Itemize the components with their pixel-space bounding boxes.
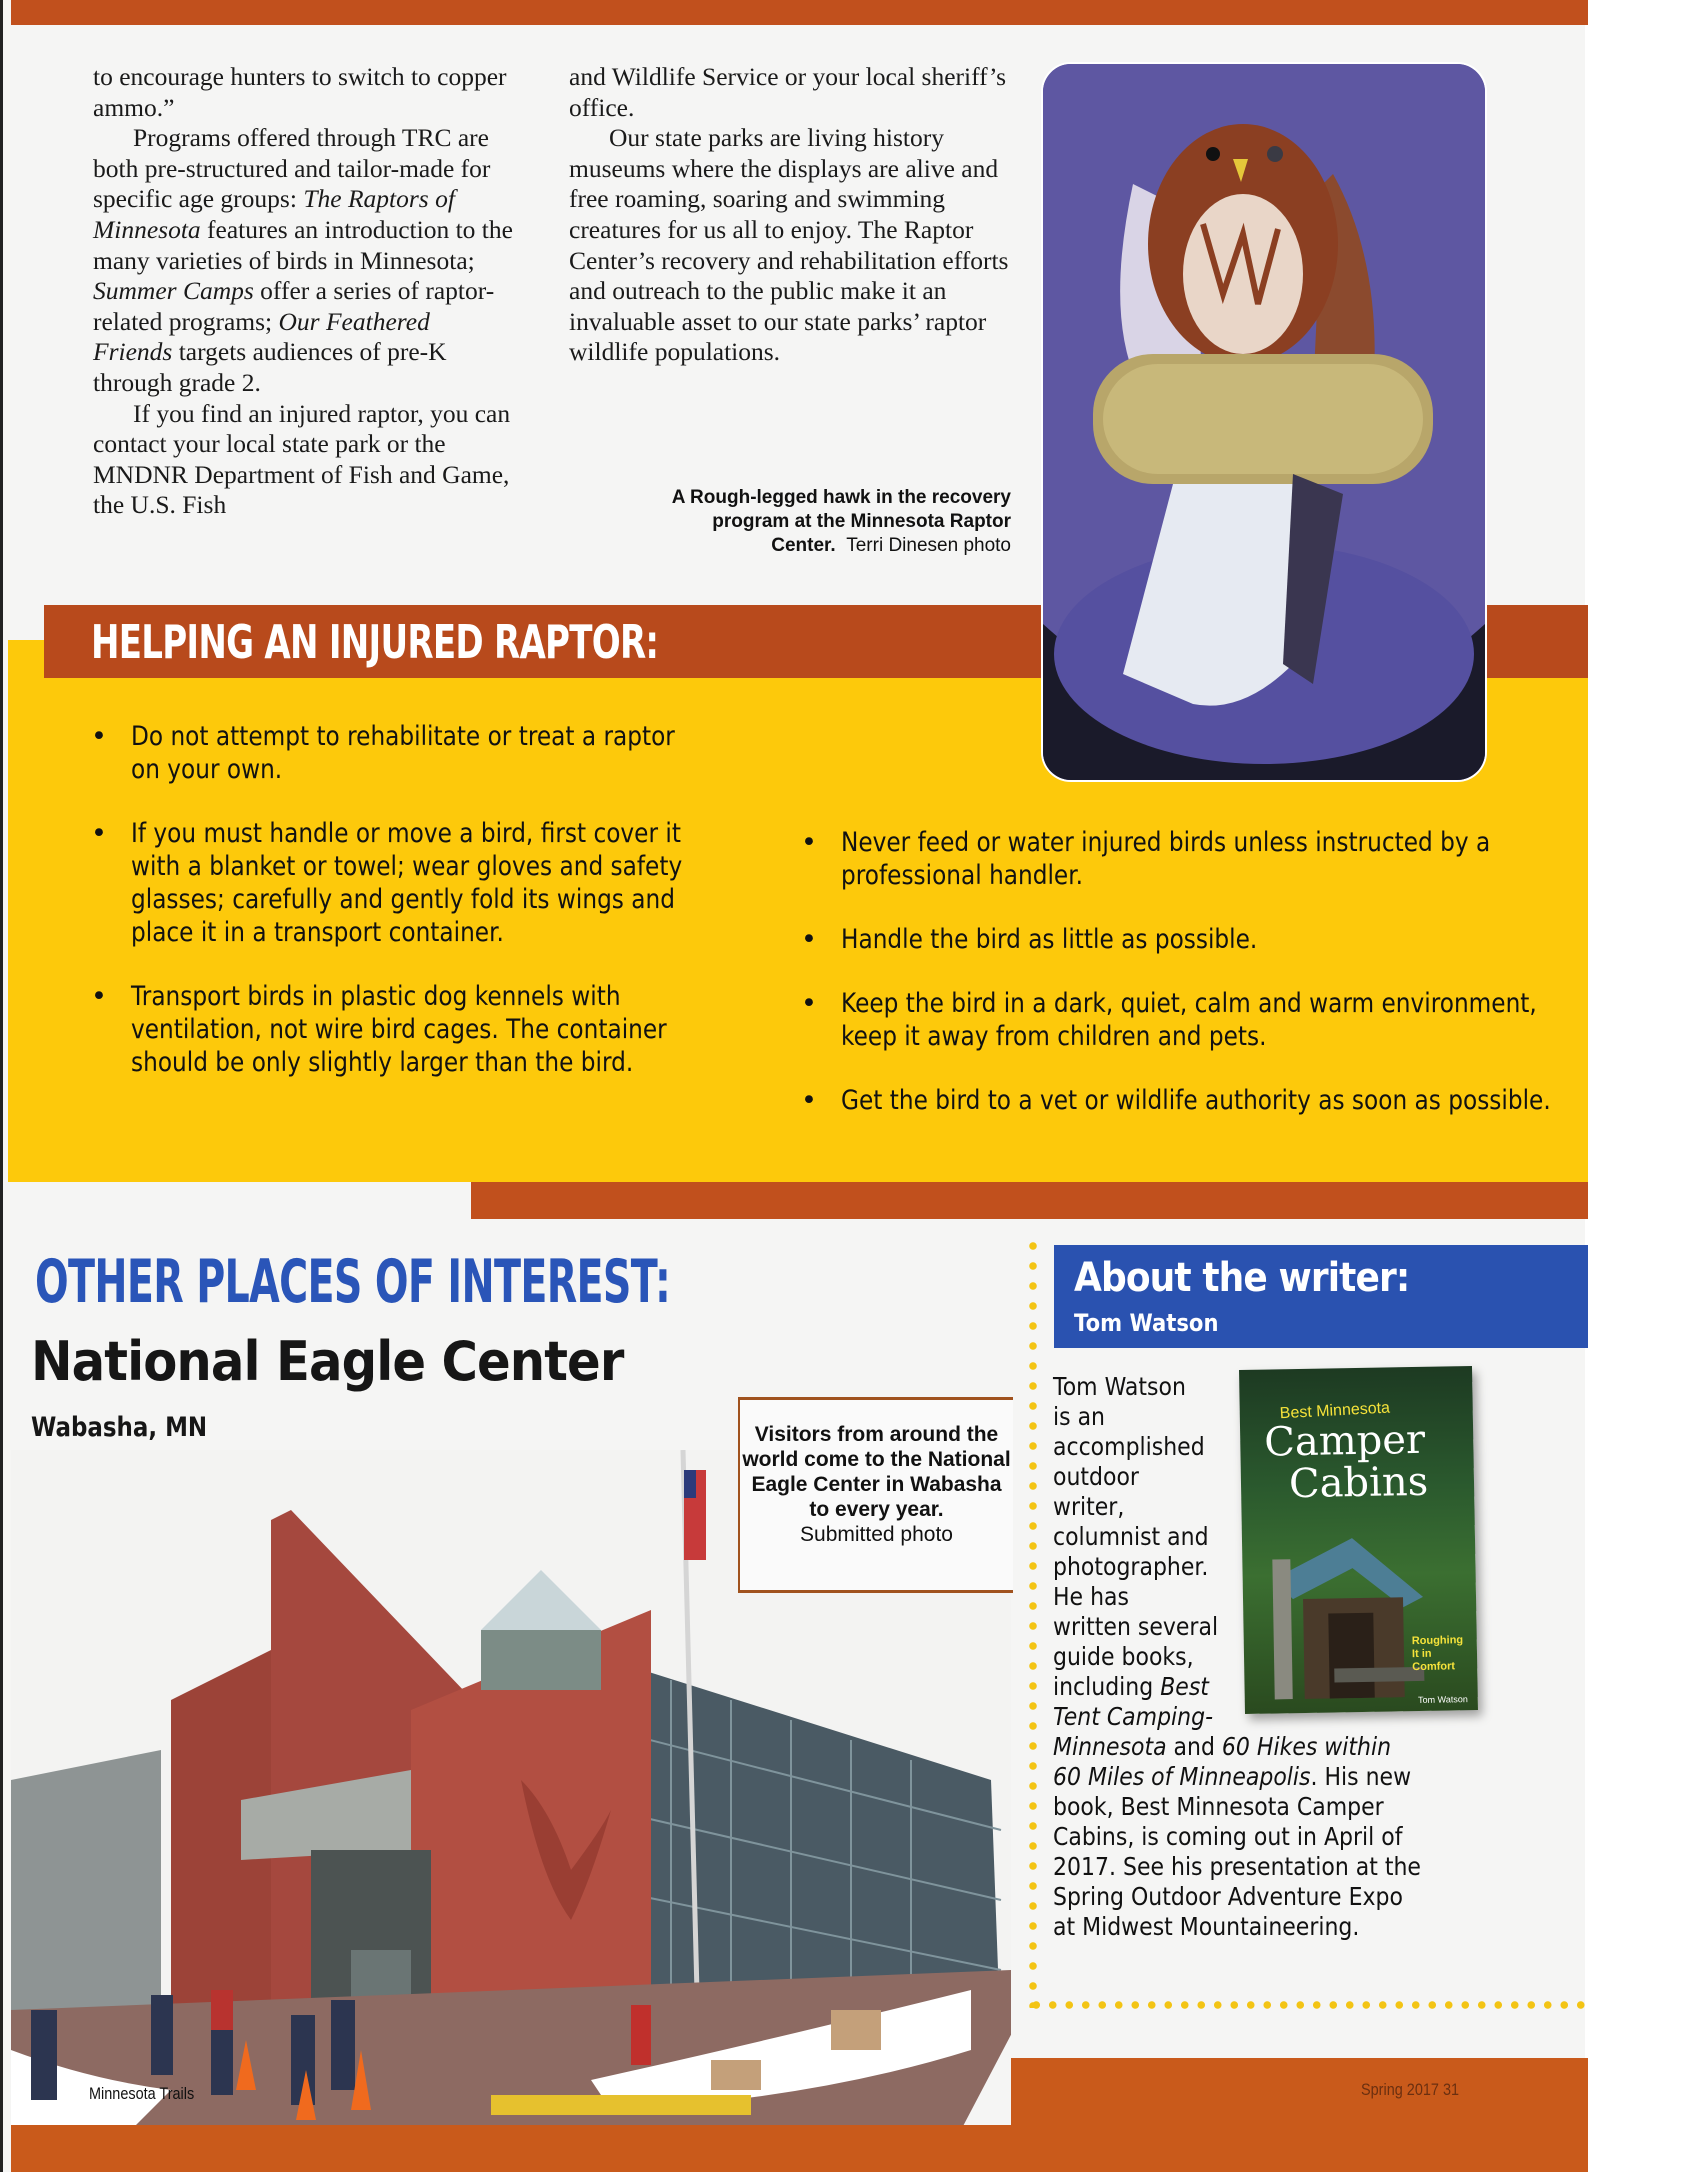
- helping-list-item: [801, 987, 1581, 1053]
- helping-list-item: [91, 720, 691, 786]
- bio-line: including Best: [1053, 1672, 1209, 1701]
- article-paragraph: and Wildlife Service or your local sheriff’s office.: [569, 62, 1007, 122]
- book-title-line1: Camper: [1263, 1416, 1426, 1466]
- bio-line: book, Best Minnesota Camper: [1053, 1792, 1384, 1821]
- hawk-caption-credit: Terri Dinesen photo: [846, 535, 1011, 556]
- article-paragraph: to encourage hunters to switch to copper ammo.”: [93, 62, 507, 122]
- dotted-divider-horizontal: [1028, 2000, 1588, 2010]
- bio-line: 2017. See his presentation at the: [1053, 1852, 1421, 1881]
- article-paragraph: Programs offered through TRC are both pre-structured and tailor-made for specific age groups: The Raptors of Minnesota features an introduction to the many varieties of birds in Minnesota; Summer Camps offer a series of raptor-related programs; Our Feathered Friends targets audiences of pre-K through grade 2.: [93, 123, 513, 397]
- helping-item-text: Transport birds in plastic dog kennels with ventilation, not wire bird cages. The container should be only slightly larger than the bird.: [131, 981, 667, 1078]
- helping-item-text: Never feed or water injured birds unless instructed by a professional handler.: [841, 827, 1491, 891]
- eagle-caption-text: Visitors from around the world come to the National Eagle Center in Wabasha to every year.: [742, 1423, 1011, 1521]
- top-color-band: [11, 0, 1588, 25]
- bio-line: Spring Outdoor Adventure Expo: [1053, 1882, 1403, 1911]
- bio-line: writer,: [1053, 1492, 1125, 1521]
- bio-line: written several: [1053, 1612, 1219, 1641]
- bio-line: Tom Watson: [1053, 1372, 1186, 1401]
- bullet-icon: •: [91, 721, 107, 752]
- helping-list-item: [91, 817, 691, 949]
- article-paragraph: If you find an injured raptor, you can contact your local state park or the MNDNR Department of Fish and Game, the U.S. Fish: [93, 398, 511, 520]
- bio-line: photographer.: [1053, 1552, 1209, 1581]
- place-name: National Eagle Center: [31, 1330, 624, 1393]
- helping-list-item: [91, 980, 691, 1079]
- hawk-photo: [1041, 62, 1487, 782]
- other-places-title: OTHER PLACES OF INTEREST:: [35, 1247, 671, 1317]
- about-writer-name: Tom Watson: [1074, 1309, 1219, 1337]
- footer-band-bottom: [11, 2125, 1588, 2172]
- hawk-caption-text: A Rough-legged hawk in the recovery program at the Minnesota Raptor Center.: [671, 487, 1011, 556]
- page-folio: Spring 2017 31: [1361, 2080, 1460, 2099]
- helping-item-text: Get the bird to a vet or wildlife authority as soon as possible.: [841, 1085, 1551, 1116]
- helping-list-item: [801, 923, 1581, 956]
- bio-line: Minnesota and 60 Hikes within: [1053, 1732, 1392, 1761]
- helping-item-text: Handle the bird as little as possible.: [841, 924, 1258, 955]
- helping-list-item: [801, 826, 1581, 892]
- place-location: Wabasha, MN: [31, 1412, 208, 1443]
- bullet-icon: •: [91, 981, 107, 1012]
- book-tagline: Roughing It in Comfort: [1411, 1634, 1464, 1674]
- bullet-icon: •: [801, 924, 817, 955]
- bio-line: columnist and: [1053, 1522, 1209, 1551]
- helping-list-item: [801, 1084, 1581, 1117]
- bullet-icon: •: [91, 818, 107, 849]
- article-column-1: [93, 62, 513, 521]
- bio-line: at Midwest Mountaineering.: [1053, 1912, 1360, 1941]
- bullet-icon: •: [801, 1085, 817, 1116]
- hawk-photo-caption: [603, 486, 1011, 558]
- article-column-2: [569, 62, 1009, 368]
- helping-list-right: [801, 826, 1581, 1148]
- magazine-name: Minnesota Trails: [89, 2084, 195, 2103]
- dotted-divider-vertical: [1028, 1236, 1038, 2008]
- accent-bar: [471, 1182, 1588, 1219]
- bullet-icon: •: [801, 827, 817, 858]
- bio-line: is an: [1053, 1402, 1106, 1431]
- bio-line: 60 Miles of Minneapolis. His new: [1053, 1762, 1412, 1791]
- about-writer-title: About the writer:: [1074, 1255, 1410, 1301]
- helping-title: HELPING AN INJURED RAPTOR:: [91, 615, 659, 669]
- book-author: Tom Watson: [1418, 1694, 1468, 1705]
- eagle-photo-caption: [738, 1397, 1013, 1593]
- helping-list-left: [91, 720, 691, 1110]
- about-writer-header: [1054, 1245, 1588, 1348]
- cabin-image-icon: [1272, 1517, 1425, 1700]
- bio-line: Cabins, is coming out in April of: [1053, 1822, 1403, 1851]
- hawk-image-icon: [1043, 64, 1485, 780]
- book-title-line2: Cabins: [1288, 1458, 1429, 1508]
- book-series: Best Minnesota: [1279, 1399, 1391, 1423]
- bio-line: outdoor: [1053, 1462, 1139, 1491]
- eagle-caption-credit: Submitted photo: [800, 1523, 953, 1546]
- bio-line: accomplished: [1053, 1432, 1205, 1461]
- bio-line: guide books,: [1053, 1642, 1194, 1671]
- bullet-icon: •: [801, 988, 817, 1019]
- bio-line: Tent Camping-: [1053, 1702, 1214, 1731]
- helping-item-text: If you must handle or move a bird, first cover it with a blanket or towel; wear gloves and safety glasses; carefully and gently fold its wings and place it in a transport container.: [131, 818, 683, 948]
- article-paragraph: Our state parks are living history museums where the displays are alive and free roaming, soaring and swimming creatures for us all to enjoy. The Raptor Center’s recovery and rehabilitation efforts and outreach to the public make it an invaluable asset to our state parks’ raptor wildlife populations.: [569, 123, 1009, 367]
- book-cover: [1239, 1366, 1478, 1714]
- helping-item-text: Keep the bird in a dark, quiet, calm and warm environment, keep it away from children and pets.: [841, 988, 1537, 1052]
- bio-line: He has: [1053, 1582, 1129, 1611]
- helping-item-text: Do not attempt to rehabilitate or treat a raptor on your own.: [131, 721, 675, 785]
